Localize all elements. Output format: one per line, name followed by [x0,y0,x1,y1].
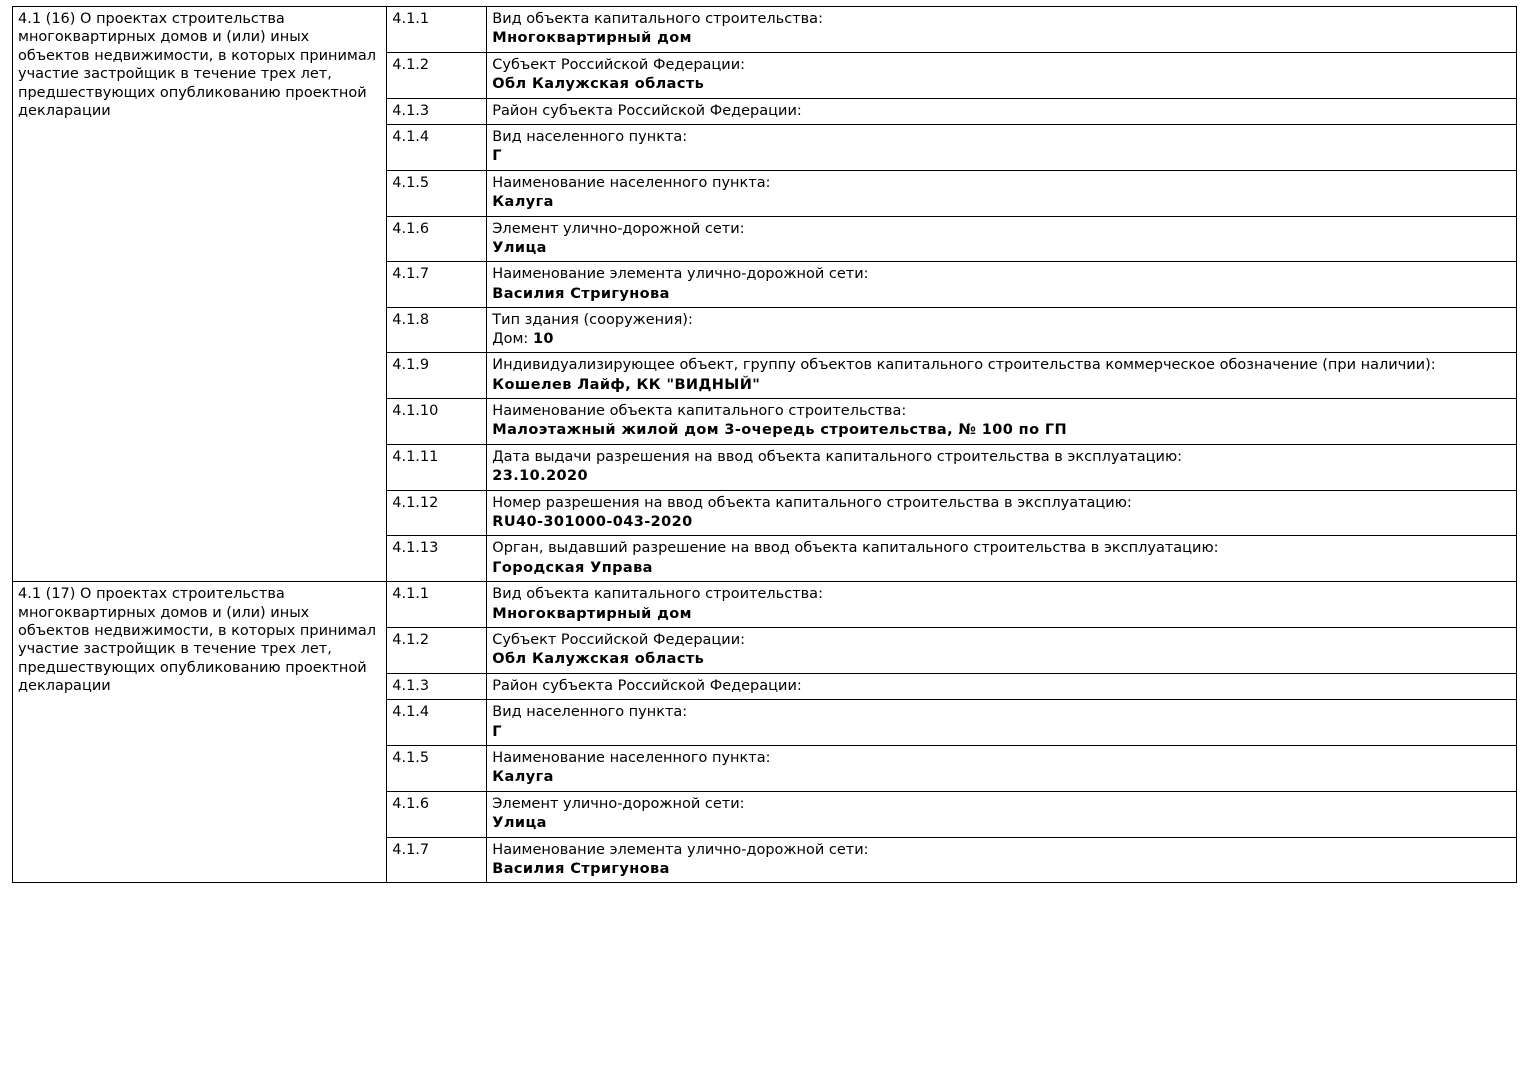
row-number: 4.1.13 [387,536,487,582]
row-label: Номер разрешения на ввод объекта капитального строительства в эксплуатацию: [492,494,1132,511]
row-label: Наименование населенного пункта: [492,174,771,191]
row-label: Вид объекта капитального строительства: [492,11,823,27]
row-content [487,837,1517,883]
row-number: 4.1.11 [387,444,487,490]
row-label: Дата выдачи разрешения на ввод объекта капитального строительства в эксплуатацию: [492,448,1183,465]
table-row [13,582,1517,628]
row-content [487,582,1517,628]
row-content [487,791,1517,837]
row-content [487,536,1517,582]
row-label: Вид населенного пункта: [492,704,688,721]
row-number: 4.1.1 [387,7,487,53]
row-value: Городская Управа [492,559,653,576]
row-number: 4.1.1 [387,582,487,628]
row-content [487,673,1517,699]
row-number: 4.1.6 [387,216,487,262]
row-value: 10 [532,330,554,347]
table-row [13,7,1517,53]
row-label: Субъект Российской Федерации: [492,631,746,648]
row-label: Наименование элемента улично-дорожной сети: [492,841,869,858]
row-number: 4.1.12 [387,490,487,536]
row-number: 4.1.7 [387,837,487,883]
section-title: 4.1 (16) О проектах строительства многоквартирных домов и (или) иных объектов недвижимости, в которых принимал участие застройщик в течение трех лет, предшествующих опубликованию проектной декларации [18,11,377,120]
row-content [487,125,1517,171]
row-inline-value [492,330,1511,348]
row-content [487,627,1517,673]
row-number: 4.1.8 [387,308,487,353]
row-content [487,308,1517,353]
section-title-cell [13,582,387,883]
row-label: Наименование объекта капитального строительства: [492,402,907,419]
section-title: 4.1 (17) О проектах строительства многоквартирных домов и (или) иных объектов недвижимости, в которых принимал участие застройщик в течение трех лет, предшествующих опубликованию проектной декларации [18,586,377,695]
row-label: Орган, выдавший разрешение на ввод объекта капитального строительства в эксплуатацию: [492,540,1219,557]
row-content [487,170,1517,216]
row-value: Г [492,148,502,165]
row-value: Василия Стригунова [492,285,670,302]
row-content [487,98,1517,124]
row-content [487,353,1517,399]
row-number: 4.1.3 [387,98,487,124]
row-number: 4.1.4 [387,700,487,746]
row-value: 23.10.2020 [492,468,589,485]
row-content [487,398,1517,444]
row-sublabel: Дом: [492,330,529,347]
row-value: Малоэтажный жилой дом 3-очередь строительства, № 100 по ГП [492,422,1068,439]
row-label: Элемент улично-дорожной сети: [492,795,745,812]
row-value: Калуга [492,194,554,211]
row-number: 4.1.5 [387,746,487,792]
row-value: Обл Калужская область [492,651,705,668]
row-content [487,700,1517,746]
row-number: 4.1.5 [387,170,487,216]
row-label: Наименование населенного пункта: [492,750,771,766]
row-value: Кошелев Лайф, КК "ВИДНЫЙ" [492,376,761,393]
row-number: 4.1.4 [387,125,487,171]
row-number: 4.1.6 [387,791,487,837]
declaration-table [12,6,1517,883]
row-label: Вид объекта капитального строительства: [492,586,823,603]
row-label: Наименование элемента улично-дорожной сети: [492,266,869,283]
row-label: Район субъекта Российской Федерации: [492,677,802,694]
row-number: 4.1.3 [387,673,487,699]
row-label: Тип здания (сооружения): [492,312,693,329]
row-content [487,216,1517,262]
row-label: Элемент улично-дорожной сети: [492,220,745,237]
row-content [487,7,1517,53]
row-label: Индивидуализирующее объект, группу объектов капитального строительства коммерческое обозначение (при наличии): [492,357,1436,374]
row-number: 4.1.7 [387,262,487,308]
row-number: 4.1.9 [387,353,487,399]
row-value: Василия Стригунова [492,861,670,878]
row-number: 4.1.2 [387,627,487,673]
row-value: RU40-301000-043-2020 [492,513,693,530]
row-value: Улица [492,815,547,832]
row-label: Район субъекта Российской Федерации: [492,102,802,119]
row-value: Обл Калужская область [492,76,705,93]
row-value: Калуга [492,769,554,786]
section-title-cell [13,7,387,582]
row-value: Многоквартирный дом [492,605,692,622]
row-content [487,746,1517,792]
row-content [487,262,1517,308]
row-content [487,490,1517,536]
row-value: Многоквартирный дом [492,30,692,47]
row-number: 4.1.2 [387,52,487,98]
row-content [487,444,1517,490]
row-value: Г [492,723,502,740]
row-number: 4.1.10 [387,398,487,444]
row-content [487,52,1517,98]
row-label: Субъект Российской Федерации: [492,56,746,73]
row-label: Вид населенного пункта: [492,129,688,146]
row-value: Улица [492,240,547,257]
